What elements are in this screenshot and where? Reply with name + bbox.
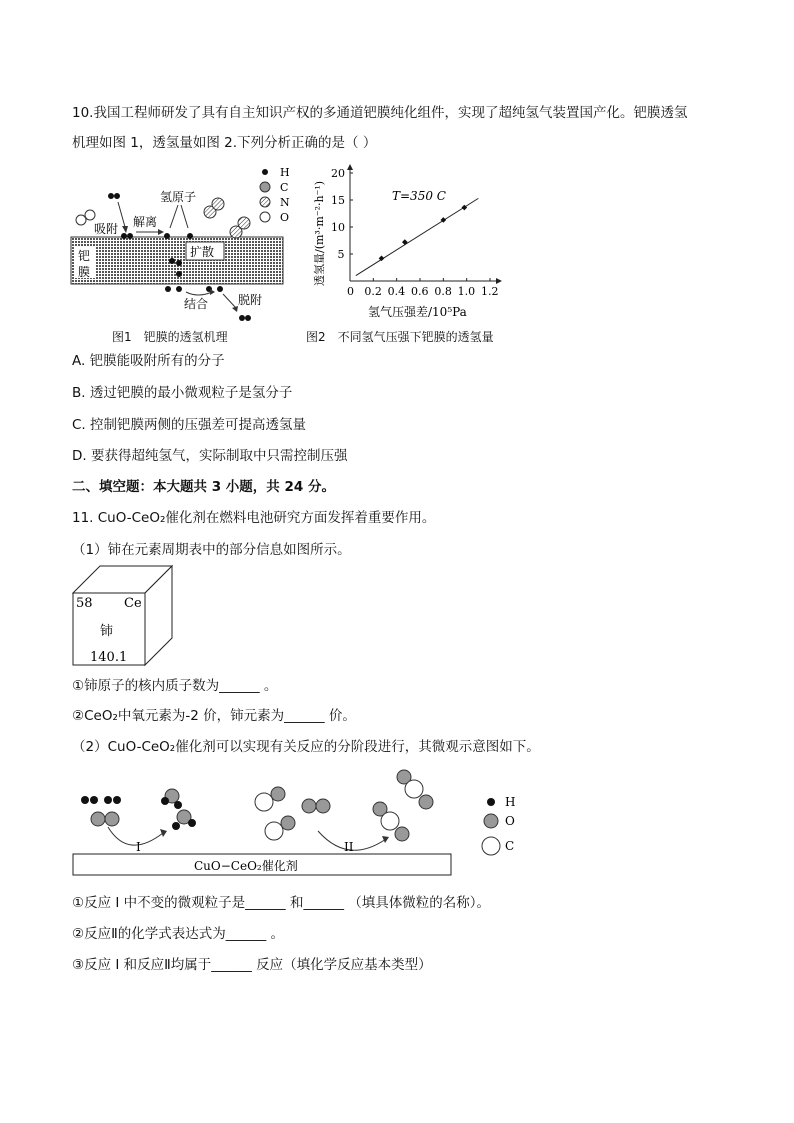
q11-question-1: ①铈原子的核内质子数为______ 。	[72, 678, 278, 694]
q10-option-b: B. 透过钯膜的最小微观粒子是氢分子	[72, 385, 293, 401]
o2-molecule-atom	[76, 215, 86, 225]
trend-line	[356, 198, 478, 275]
data-point	[402, 239, 408, 245]
section-heading: 二、填空题：本大题共 3 小题，共 24 分。	[72, 479, 335, 495]
combine-label: 结合	[184, 297, 209, 311]
h-atom	[187, 233, 193, 239]
axis-ticks	[331, 167, 499, 298]
h2-molecule-atom	[245, 315, 251, 321]
h2-molecule-atom	[239, 315, 245, 321]
q10-option-a: A. 钯膜能吸附所有的分子	[72, 353, 225, 369]
h-atom	[127, 233, 133, 239]
h-atom	[121, 233, 127, 239]
combine-arrow	[186, 292, 212, 295]
o-atom	[105, 812, 119, 826]
figure1-caption: 图1 钯膜的透氢机理	[112, 330, 228, 344]
n2-molecule-atom	[212, 198, 224, 210]
membrane-label-1: 钯	[78, 249, 91, 263]
q10-stem-line2: 机理如图 1，透氢量如图 2.下列分析正确的是（ ）	[72, 135, 377, 151]
h-atom	[176, 286, 182, 292]
legend-o: O	[505, 814, 515, 828]
h-atom	[188, 819, 196, 827]
h2-molecule-atom	[108, 193, 114, 199]
diffuse-label: 扩散	[190, 245, 215, 259]
chart-xlabel: 氢气压强差/10⁵Pa	[368, 305, 467, 319]
h-atom	[164, 233, 170, 239]
n2-molecule-atom	[238, 217, 250, 229]
element-cell-cerium	[70, 563, 180, 669]
y-tick-label: 15	[331, 194, 345, 207]
legend-c: C	[280, 181, 289, 194]
o-atom	[419, 795, 433, 809]
h-atom	[176, 260, 182, 266]
y-tick-label: 10	[331, 221, 345, 234]
h-atom-pointer	[170, 205, 178, 228]
membrane-label-2: 膜	[78, 265, 91, 279]
legend-c-dot	[482, 837, 500, 855]
desorb-arrow	[223, 294, 236, 308]
c-atom	[381, 812, 399, 830]
x-axis-arrow	[496, 278, 502, 284]
o-atom	[302, 799, 316, 813]
c-atom	[405, 780, 423, 798]
legend-c-dot	[260, 182, 270, 192]
h-atom	[169, 258, 175, 264]
x-tick-label: 0	[347, 285, 354, 298]
o-atom	[271, 787, 285, 801]
element-symbol: Ce	[124, 596, 142, 611]
c-atom	[265, 822, 283, 840]
x-tick-label: 1.0	[457, 285, 476, 298]
x-tick-label: 1.2	[481, 285, 499, 298]
q11-answer-1: ①反应 I 中不变的微观粒子是______ 和______ （填具体微粒的名称）。	[72, 895, 490, 911]
h-atom	[176, 271, 182, 277]
figure2-permeation-chart	[308, 158, 508, 328]
step2-label: II	[344, 840, 354, 854]
h-atom	[81, 796, 89, 804]
dissociate-label: 解离	[133, 215, 158, 229]
chart-ylabel: 透氢量/(m³·m⁻²·h⁻¹)	[313, 180, 326, 286]
chart-annotation: T=350 C	[392, 189, 446, 203]
atomic-number: 58	[76, 596, 93, 611]
legend-h-dot	[487, 798, 495, 806]
o2-molecule-atom	[85, 210, 95, 220]
adsorb-label: 吸附	[94, 222, 119, 236]
q11-answer-2: ②反应Ⅱ的化学式表达式为______ 。	[72, 926, 285, 942]
chart-marks	[356, 198, 478, 275]
h-atom	[104, 796, 112, 804]
legend-o-dot	[260, 212, 270, 222]
figure2-caption: 图2 不同氢气压强下钯膜的透氢量	[306, 330, 494, 344]
h-atom	[165, 286, 171, 292]
q10-stem-line1: 10.我国工程师研发了具有自主知识产权的多通道钯膜纯化组件，实现了超纯氢气装置国产化。钯膜透氢	[72, 105, 688, 121]
o-atom	[395, 827, 409, 841]
q11-part1: （1）铈在元素周期表中的部分信息如图所示。	[72, 542, 351, 558]
y-tick-label: 20	[331, 167, 345, 180]
legend-h: H	[280, 166, 290, 179]
h-atom	[217, 286, 223, 292]
legend-n-dot	[260, 197, 270, 207]
element-name: 铈	[100, 624, 114, 639]
o-atom	[316, 799, 330, 813]
figure1-membrane-mechanism	[66, 160, 306, 322]
legend-n: N	[280, 196, 290, 209]
h2-molecule-atom	[114, 193, 120, 199]
palladium-membrane	[71, 237, 283, 284]
legend-o: O	[280, 211, 290, 224]
q11-stem: 11. CuO-CeO₂催化剂在燃料电池研究方面发挥着重要作用。	[72, 510, 436, 526]
o-atom	[281, 816, 295, 830]
reaction-diagram	[68, 765, 538, 880]
h-atom	[90, 796, 98, 804]
h-atom-label: 氢原子	[160, 190, 197, 204]
legend-h: H	[505, 795, 516, 809]
q11-part2: （2）CuO-CeO₂催化剂可以实现有关反应的分阶段进行，其微观示意图如下。	[72, 739, 540, 755]
step1-label: I	[136, 840, 141, 854]
h-atom	[161, 797, 169, 805]
q11-question-2: ②CeO₂中氧元素为-2 价，铈元素为______ 价。	[72, 708, 356, 724]
h-atom-pointer	[181, 205, 188, 228]
atomic-mass: 140.1	[90, 650, 128, 665]
x-tick-label: 0.8	[434, 285, 452, 298]
h-atom	[172, 822, 180, 830]
adsorb-arrow	[118, 202, 125, 227]
h-atom	[174, 801, 182, 809]
legend-c: C	[505, 839, 515, 853]
c-atom	[255, 793, 273, 811]
y-tick-label: 5	[337, 248, 345, 261]
x-tick-label: 0.4	[387, 285, 406, 298]
x-tick-label: 0.2	[364, 285, 382, 298]
y-axis-arrow	[347, 164, 353, 170]
q11-answer-3: ③反应 I 和反应Ⅱ均属于______ 反应（填化学反应基本类型）	[72, 957, 432, 973]
q10-option-c: C. 控制钯膜两侧的压强差可提高透氢量	[72, 417, 307, 433]
o-atom	[91, 812, 105, 826]
desorb-label: 脱附	[238, 293, 263, 307]
legend-h-dot	[262, 169, 268, 175]
h-atom	[113, 796, 121, 804]
legend-o-dot	[484, 814, 498, 828]
x-tick-label: 0.6	[411, 285, 429, 298]
catalyst-label: CuO−CeO₂催化剂	[194, 859, 298, 873]
q10-option-d: D. 要获得超纯氢气，实际制取中只需控制压强	[72, 448, 348, 464]
